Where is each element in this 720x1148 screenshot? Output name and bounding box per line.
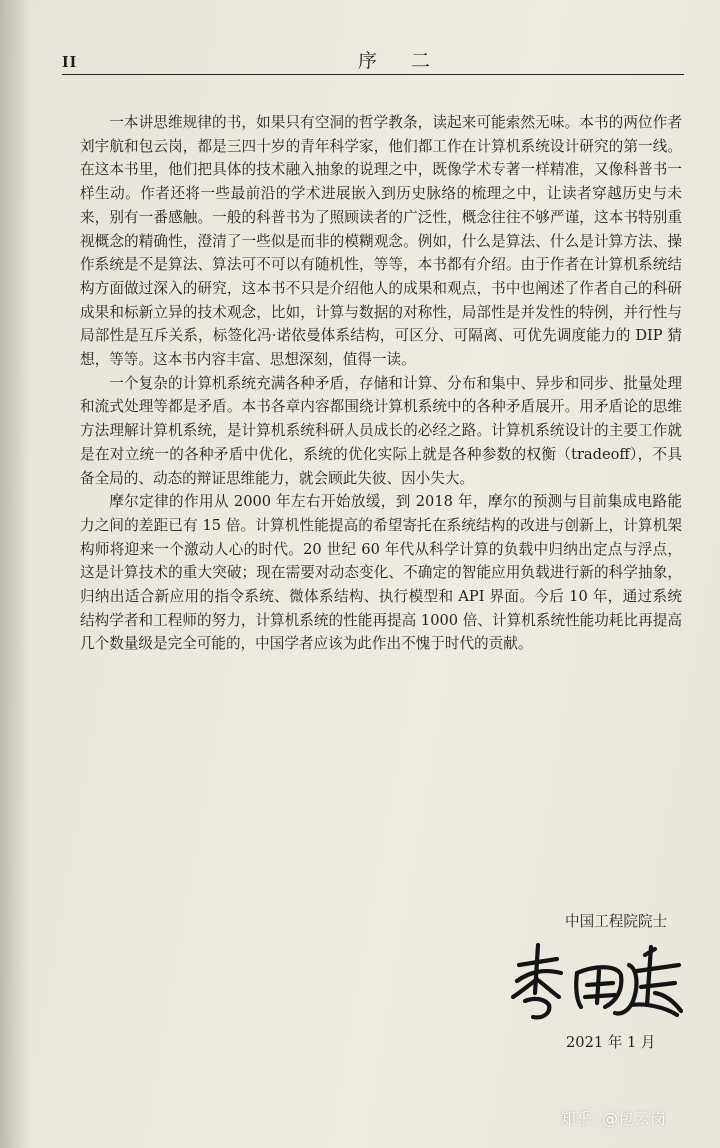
- body-text: [80, 111, 682, 656]
- paragraph-2: 一个复杂的计算机系统充满各种矛盾，存储和计算、分布和集中、异步和同步、批量处理和流式处理等都是矛盾。本书各章内容都围绕计算机系统中的各种矛盾展开。用矛盾论的思维方法理解计算机系统，是计算机系统科研人员成长的必经之路。计算机系统设计的主要工作就是在对立统一的各种矛盾中优化，系统的优化实际上就是各种参数的权衡（tradeoff），不具备全局的、动态的辩证思维能力，就会顾此失彼、因小失大。: [80, 374, 682, 487]
- zhihu-watermark: [560, 1106, 666, 1129]
- section-title: 序 二: [358, 50, 445, 72]
- signature-date: 2021 年 1 月: [566, 1034, 656, 1051]
- page-number: II: [62, 52, 78, 71]
- header-rule: [62, 74, 684, 75]
- page-gutter-shadow: [0, 0, 30, 1148]
- paragraph-3: 摩尔定律的作用从 2000 年左右开始放缓，到 2018 年，摩尔的预测与目前集成电路能力之间的差距已有 15 倍。计算机性能提高的希望寄托在系统结构的改进与创新上，计算机架构师将迎来一个激动人心的时代。20 世纪 60 年代从科学计算的负载中归纳出定点与浮点，这是计算技术的重大突破；现在需要对动态变化、不确定的智能应用负载进行新的科学抽象，归纳出适合新应用的指令系统、微体系结构、执行模型和 API 界面。今后 10 年，通过系统结构学者和工程师的努力，计算机系统的性能再提高 1000 倍、计算机系统性能功耗比再提高几个数量级是完全可能的，中国学者应该为此作出不愧于时代的贡献。: [80, 493, 682, 653]
- author-affiliation: 中国工程院院士: [565, 913, 668, 930]
- watermark-user: @包云岗: [602, 1109, 667, 1128]
- handwritten-signature: [505, 935, 705, 1025]
- running-header: [62, 42, 682, 72]
- paragraph-1: 一本讲思维规律的书，如果只有空洞的哲学教条，读起来可能索然无味。本书的两位作者刘宇航和包云岗，都是三四十岁的青年科学家，他们都工作在计算机系统设计研究的第一线。在这本书里，他们把具体的技术融入抽象的说理之中，既像学术专著一样精准，又像科普书一样生动。作者还将一些最前沿的学术进展嵌入到历史脉络的梳理之中，让读者穿越历史与未来，别有一番感触。一般的科普书为了照顾读者的广泛性，概念往往不够严谨，这本书特别重视概念的精确性，澄清了一些似是而非的模糊观念。例如，什么是算法、什么是计算方法、操作系统是不是算法、算法可不可以有随机性，等等，本书都有介绍。由于作者在计算机系统结构方面做过深入的研究，这本书不只是介绍他人的成果和观点，书中也阐述了作者自己的科研成果和标新立异的技术观念，比如，计算与数据的对称性，局部性是并发性的特例，并行性与局部性是互斥关系，标签化冯·诺依曼体系结构，可区分、可隔离、可优先调度能力的 DIP 猜想，等等。这本书内容丰富、思想深刻，值得一读。: [80, 114, 682, 369]
- watermark-site: 知乎: [560, 1109, 593, 1128]
